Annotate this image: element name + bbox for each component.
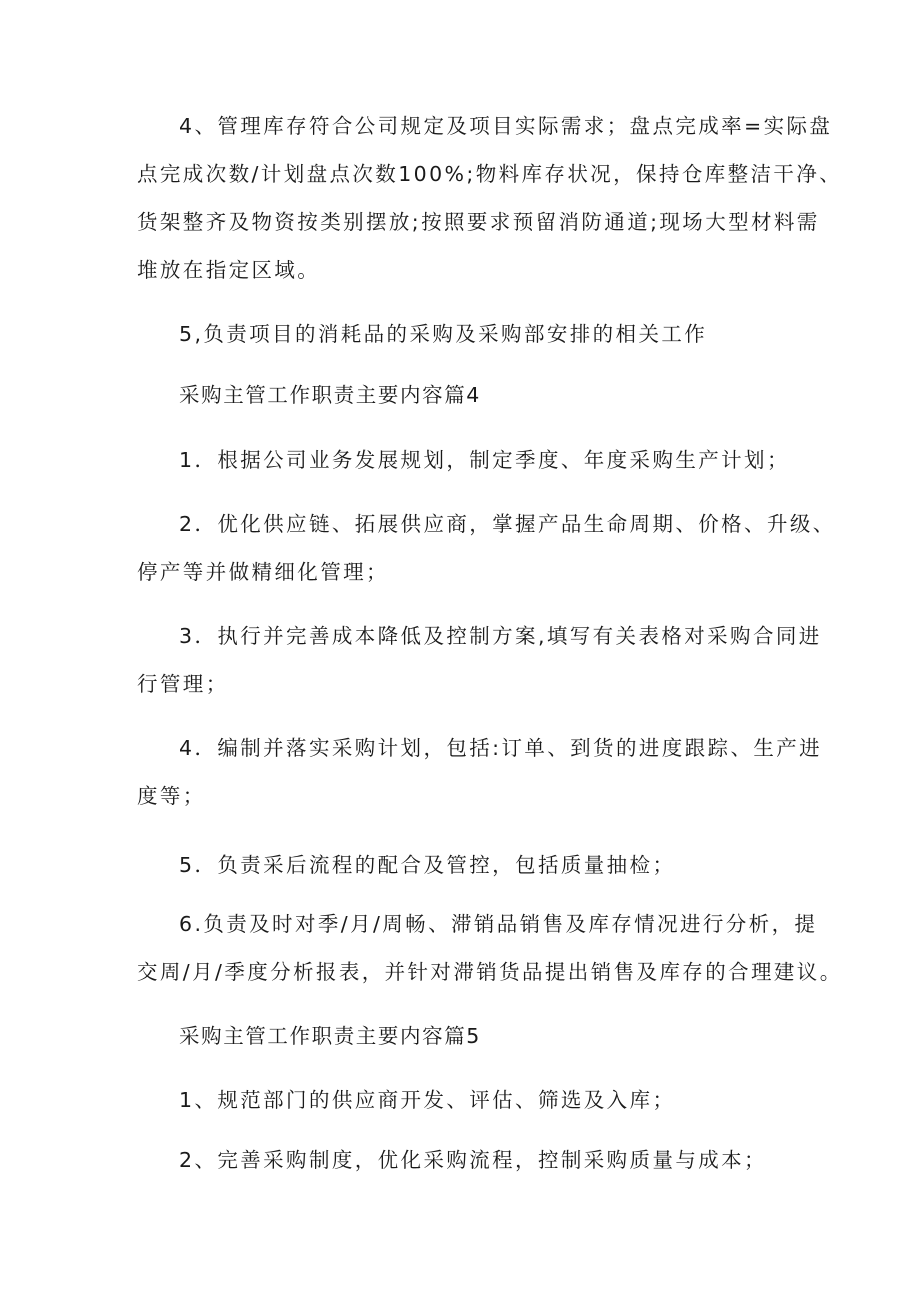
paragraph-line: 2、完善采购制度，优化采购流程，控制采购质量与成本； — [179, 1148, 767, 1172]
list-item-8 — [137, 1136, 797, 1184]
paragraph-line: 堆放在指定区域。 — [137, 258, 321, 282]
paragraph-line: 4、管理库存符合公司规定及项目实际需求；盘点完成率=实际盘 — [179, 114, 833, 138]
paragraph-line: 6.负责及时对季/月/周畅、滞销品销售及库存情况进行分析，提 — [179, 912, 818, 936]
heading-text: 采购主管工作职责主要内容篇5 — [179, 1024, 481, 1048]
paragraph-line: 5．负责采后流程的配合及管控，包括质量抽检； — [179, 853, 676, 877]
section-heading-5 — [137, 1012, 797, 1060]
paragraph-line: 4．编制并落实采购计划，包括:订单、到货的进度跟踪、生产进 — [179, 736, 823, 760]
paragraph-line: 点完成次数/计划盘点次数100%;物料库存状况，保持仓库整洁干净、 — [137, 162, 843, 186]
list-item-4 — [137, 724, 823, 820]
paragraph-line: 3．执行并完善成本降低及控制方案,填写有关表格对采购合同进 — [179, 624, 822, 648]
list-item-7 — [137, 1076, 797, 1124]
list-item-1 — [137, 436, 797, 484]
list-item-5 — [137, 841, 797, 889]
paragraph-consumables — [137, 310, 797, 358]
list-item-6 — [137, 900, 843, 996]
heading-text: 采购主管工作职责主要内容篇4 — [179, 383, 481, 407]
paragraph-line: 行管理； — [137, 672, 229, 696]
paragraph-inventory-management — [137, 102, 843, 294]
list-item-3 — [137, 612, 822, 708]
paragraph-line: 5,负责项目的消耗品的采购及采购部安排的相关工作 — [179, 322, 708, 346]
paragraph-line: 度等； — [137, 784, 206, 808]
paragraph-line: 交周/月/季度分析报表，并针对滞销货品提出销售及库存的合理建议。 — [137, 960, 843, 984]
paragraph-line: 停产等并做精细化管理； — [137, 560, 389, 584]
paragraph-line: 2．优化供应链、拓展供应商，掌握产品生命周期、价格、升级、 — [179, 512, 836, 536]
paragraph-line: 1．根据公司业务发展规划，制定季度、年度采购生产计划； — [179, 448, 790, 472]
paragraph-line: 货架整齐及物资按类别摆放;按照要求预留消防通道;现场大型材料需 — [137, 210, 820, 234]
section-heading-4 — [137, 371, 797, 419]
list-item-2 — [137, 500, 836, 596]
paragraph-line: 1、规范部门的供应商开发、评估、筛选及入库； — [179, 1088, 676, 1112]
